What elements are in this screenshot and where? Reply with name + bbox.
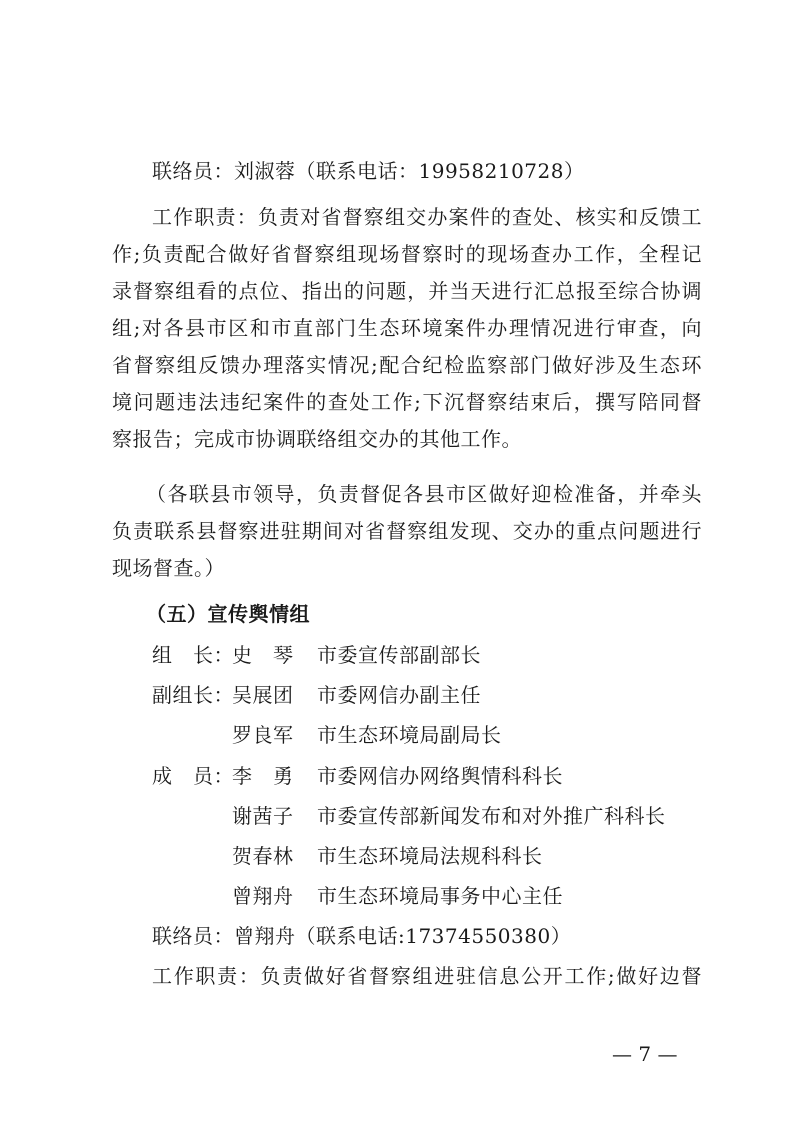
- member-name: 吴展团: [232, 683, 294, 707]
- liaison-line-1: 联络员：刘淑蓉（联系电话：19958210728）: [152, 159, 585, 183]
- duties-line: 作;负责配合做好省督察组现场督察时的现场查办工作，全程记: [112, 242, 702, 266]
- member-name: 曾翔舟: [232, 884, 294, 908]
- section-heading: （五）宣传舆情组: [146, 602, 310, 626]
- member-position: 市委网信办网络舆情科科长: [317, 764, 563, 788]
- member-position: 市生态环境局法规科科长: [317, 844, 543, 868]
- member-position: 市委宣传部副部长: [317, 643, 481, 667]
- member-name: 贺春林: [232, 844, 294, 868]
- duties-start-line: 工作职责：负责做好省督察组进驻信息公开工作;做好边督: [152, 964, 702, 988]
- note-line: 负责联系县督察进驻期间对省督察组发现、交办的重点问题进行: [112, 519, 702, 543]
- member-name: 李 勇: [232, 764, 294, 788]
- member-position: 市委宣传部新闻发布和对外推广科科长: [317, 804, 666, 828]
- member-name: 史 琴: [232, 643, 294, 667]
- duties-line: 组;对各县市区和市直部门生态环境案件办理情况进行审查，向: [112, 316, 702, 340]
- duties-line: 录督察组看的点位、指出的问题，并当天进行汇总报至综合协调: [112, 279, 702, 303]
- member-position: 市委网信办副主任: [317, 683, 481, 707]
- liaison-line-2: 联络员：曾翔舟（联系电话:17374550380）: [152, 924, 572, 948]
- note-line: （各联县市领导，负责督促各县市区做好迎检准备，并牵头: [146, 482, 702, 506]
- member-name: 罗良军: [232, 723, 294, 747]
- note-line: 现场督查。）: [112, 556, 225, 580]
- page-number: — 7 —: [612, 1042, 678, 1066]
- member-position: 市生态环境局事务中心主任: [317, 884, 563, 908]
- member-role: 组 长：: [152, 643, 234, 667]
- duties-line: 境问题违法违纪案件的查处工作;下沉督察结束后，撰写陪同督: [112, 390, 702, 414]
- duties-line: 察报告；完成市协调联络组交办的其他工作。: [112, 427, 522, 451]
- duties-line: 工作职责：负责对省督察组交办案件的查处、核实和反馈工: [152, 205, 702, 229]
- member-name: 谢茜子: [232, 804, 294, 828]
- duties-line: 省督察组反馈办理落实情况;配合纪检监察部门做好涉及生态环: [112, 353, 702, 377]
- member-role: 成 员：: [152, 764, 234, 788]
- member-role: 副组长：: [152, 683, 234, 707]
- member-position: 市生态环境局副局长: [317, 723, 502, 747]
